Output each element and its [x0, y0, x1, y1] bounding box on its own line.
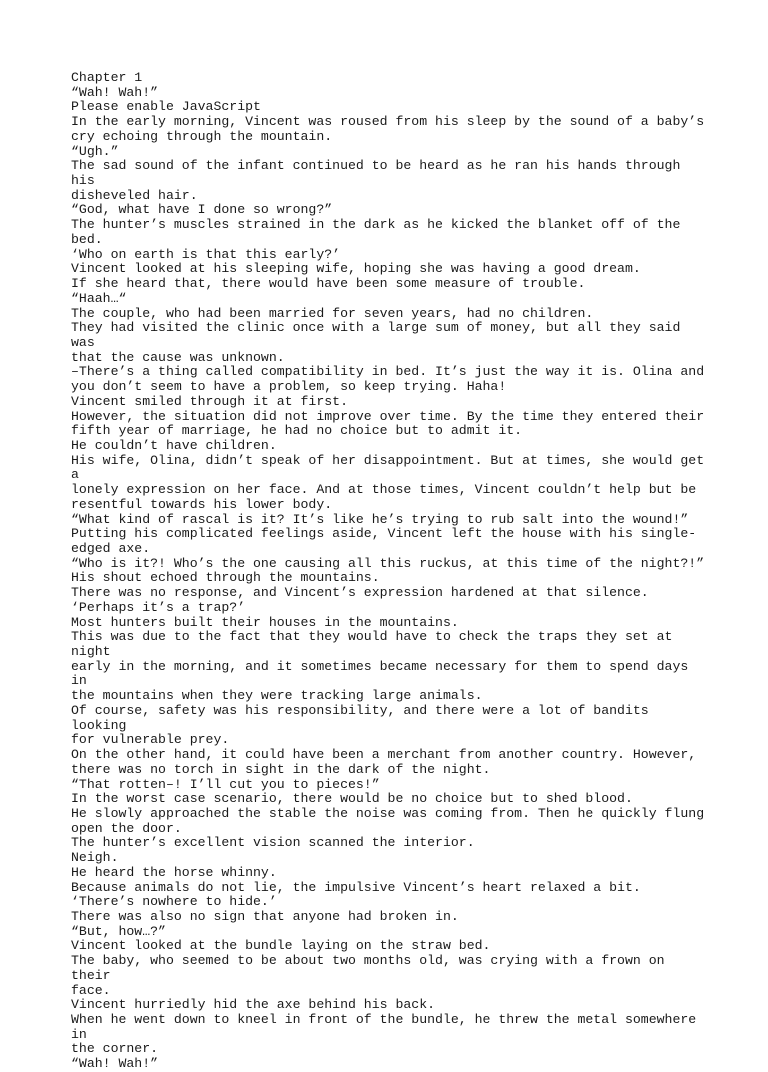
text-line: However, the situation did not improve over time. By the time they entered their fifth year of marriage, he had no choice but to admit it.	[71, 408, 705, 439]
text-line: Neigh.	[71, 850, 119, 866]
text-line: ‘There’s nowhere to hide.’	[71, 894, 277, 910]
text-line: ‘Who on earth is that this early?’	[71, 246, 341, 262]
chapter-title: Chapter 1	[71, 70, 143, 85]
text-line: They had visited the clinic once with a large sum of money, but all they said was that the cause was unknown.	[71, 320, 681, 365]
text-line: If she heard that, there would have been some measure of trouble.	[71, 276, 586, 292]
text-line: “Haah…“	[71, 290, 127, 306]
text-line: Please enable JavaScript	[71, 99, 261, 115]
text-line: Because animals do not lie, the impulsive Vincent’s heart relaxed a bit.	[71, 879, 641, 895]
text-line: The hunter’s excellent vision scanned the interior.	[71, 835, 475, 851]
text-line: “Ugh.”	[71, 143, 119, 159]
text-line: “What kind of rascal is it? It’s like he’s trying to rub salt into the wound!”	[71, 511, 689, 527]
text-line: “But, how…?”	[71, 923, 166, 939]
text-line: This was due to the fact that they would have to check the traps they set at night early in the morning, and it sometimes became necessary for them to spend days in the mountains when they were tracking large animals.	[71, 629, 689, 704]
text-line: “Wah! Wah!”	[71, 84, 159, 100]
text-line: The baby, who seemed to be about two months old, was crying with a frown on their face.	[71, 953, 665, 998]
text-line: “God, what have I done so wrong?”	[71, 202, 333, 218]
text-line: His shout echoed through the mountains.	[71, 570, 380, 586]
text-line: The hunter’s muscles strained in the dark as he kicked the blanket off of the bed.	[71, 217, 689, 247]
text-line: He slowly approached the stable the noise was coming from. Then he quickly flung open the door.	[71, 805, 705, 836]
text-line: Vincent hurriedly hid the axe behind his back.	[71, 997, 436, 1013]
text-line: –There’s a thing called compatibility in bed. It’s just the way it is. Olina and you don’t seem to have a problem, so keep trying. Haha!	[71, 364, 705, 395]
text-line: “Who is it?! Who’s the one causing all this ruckus, at this time of the night?!”	[71, 555, 705, 571]
text-line: In the early morning, Vincent was roused from his sleep by the sound of a baby’s cry echoing through the mountain.	[71, 114, 705, 144]
text-line: Putting his complicated feelings aside, Vincent left the house with his single- edged axe.	[71, 526, 697, 556]
text-line: Vincent smiled through it at first.	[71, 393, 348, 409]
text-line: There was no response, and Vincent’s expression hardened at that silence.	[71, 585, 649, 601]
text-line: Vincent looked at his sleeping wife, hoping she was having a good dream.	[71, 261, 641, 277]
text-line: The couple, who had been married for seven years, had no children.	[71, 305, 594, 321]
text-line: The sad sound of the infant continued to be heard as he ran his hands through his disheveled hair.	[71, 158, 681, 203]
text-line: In the worst case scenario, there would be no choice but to shed blood.	[71, 791, 633, 807]
text-line: He couldn’t have children.	[71, 437, 277, 453]
text-line: He heard the horse whinny.	[71, 864, 277, 880]
text-line: “That rotten–! I’ll cut you to pieces!”	[71, 776, 380, 792]
text-line: ‘Perhaps it’s a trap?’	[71, 599, 246, 615]
text-line: On the other hand, it could have been a merchant from another country. However, there was no torch in sight in the dark of the night.	[71, 747, 697, 777]
text-line: Most hunters built their houses in the mountains.	[71, 614, 459, 630]
text-line: “Wah! Wah!”	[71, 1056, 159, 1072]
text-line: Vincent looked at the bundle laying on the straw bed.	[71, 938, 491, 954]
text-line: Of course, safety was his responsibility, and there were a lot of bandits looking for vulnerable prey.	[71, 702, 649, 748]
document-body	[71, 71, 711, 1072]
text-line: When he went down to kneel in front of the bundle, he threw the metal somewhere in the corner.	[71, 1012, 697, 1057]
text-line: His wife, Olina, didn’t speak of her disappointment. But at times, she would get a lonely expression on her face. And at those times, Vincent couldn’t help but be resentful towards his lower body.	[71, 452, 705, 512]
text-line: There was also no sign that anyone had broken in.	[71, 908, 459, 924]
